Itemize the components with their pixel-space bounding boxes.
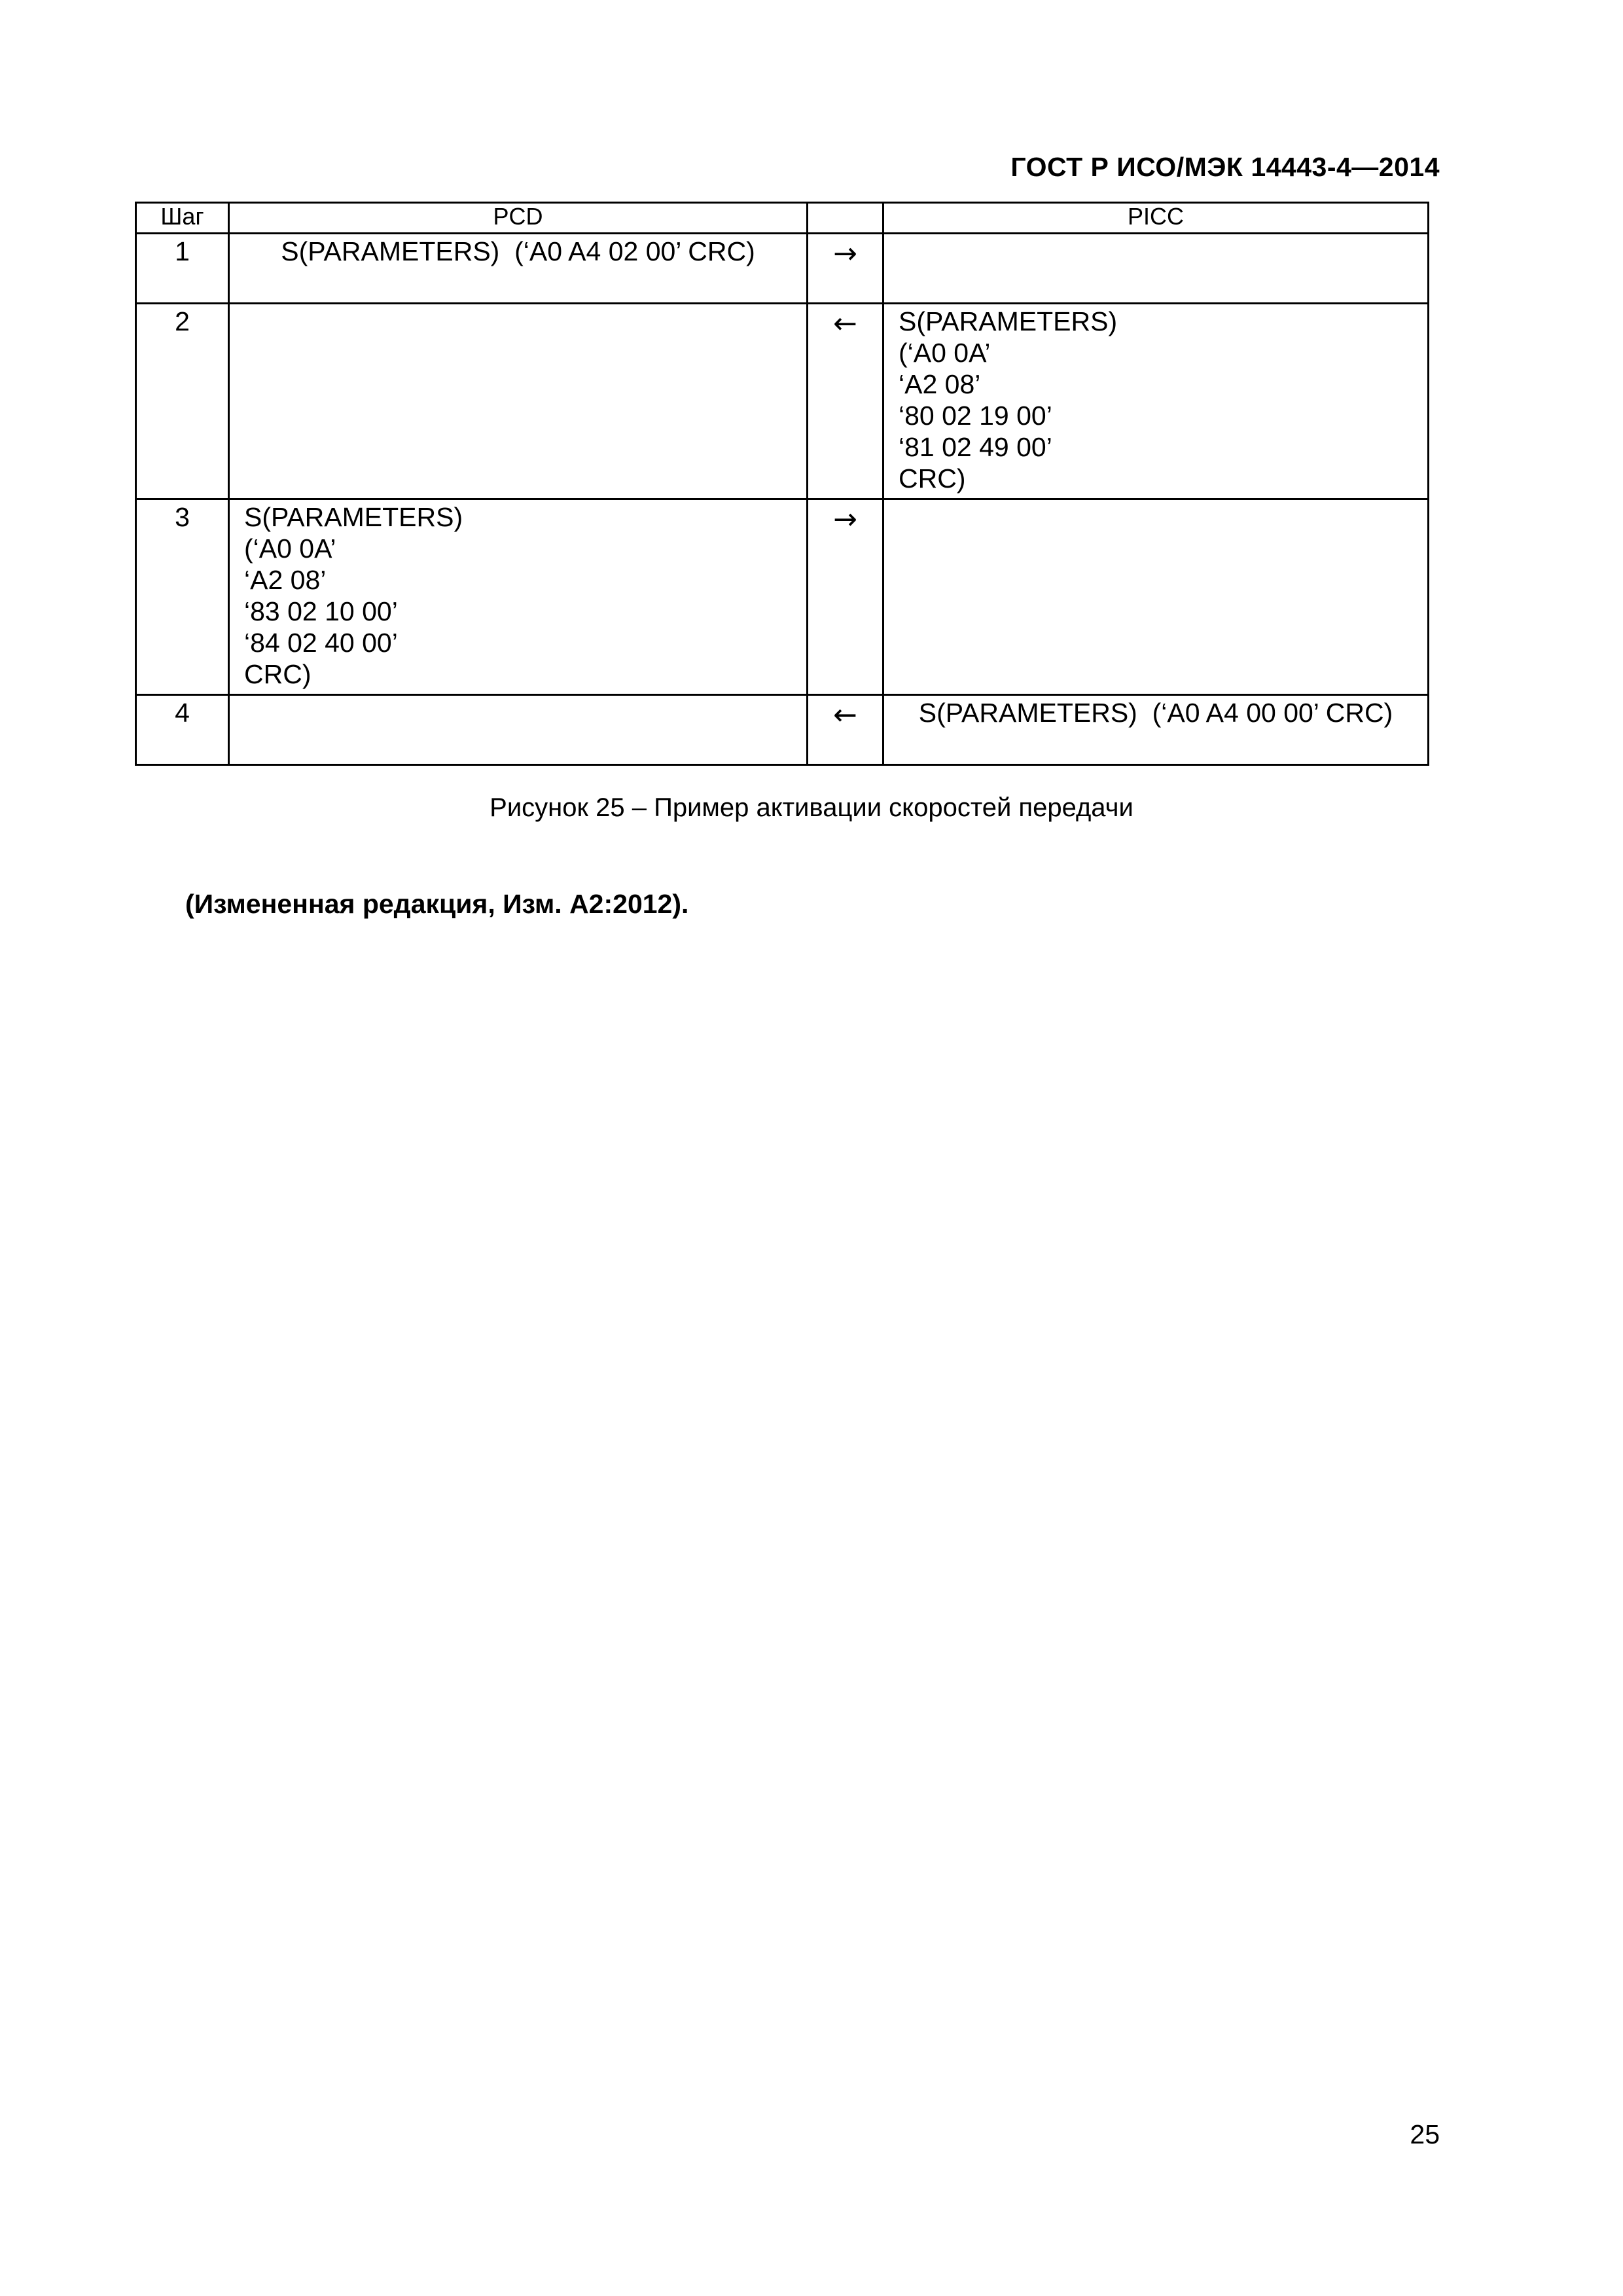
picc-line: S(PARAMETERS) — [899, 306, 1118, 336]
picc-cell — [883, 304, 1429, 499]
picc-line: S(PARAMETERS) (‘A0 A4 00 00’ CRC) — [918, 698, 1393, 728]
table-row — [136, 304, 1429, 499]
table-header-row — [136, 203, 1429, 234]
picc-line: CRC) — [899, 463, 966, 493]
standard-designation: ГОСТ Р ИСО/МЭК 14443-4—2014 — [1010, 152, 1440, 182]
step-number: 1 — [136, 234, 229, 304]
step-number: 3 — [136, 499, 229, 695]
pcd-line: (‘A0 0A’ — [244, 533, 336, 564]
header-pcd: PCD — [229, 203, 808, 234]
pcd-line: ‘84 02 40 00’ — [244, 628, 398, 658]
protocol-exchange-table — [135, 202, 1429, 766]
picc-cell — [883, 499, 1429, 695]
pcd-cell — [229, 304, 808, 499]
pcd-line: CRC) — [244, 659, 312, 689]
direction-arrow: → — [808, 499, 883, 695]
picc-cell — [883, 695, 1429, 765]
pcd-line: ‘83 02 10 00’ — [244, 596, 398, 626]
pcd-line: S(PARAMETERS) — [244, 502, 463, 532]
picc-line: ‘80 02 19 00’ — [899, 401, 1052, 431]
pcd-cell — [229, 234, 808, 304]
amendment-note: (Измененная редакция, Изм. А2:2012). — [185, 889, 689, 919]
header-arrow — [808, 203, 883, 234]
direction-arrow: ← — [808, 304, 883, 499]
table-row — [136, 234, 1429, 304]
step-number: 2 — [136, 304, 229, 499]
pcd-cell — [229, 695, 808, 765]
header-step: Шаг — [136, 203, 229, 234]
picc-line: (‘A0 0A’ — [899, 338, 991, 368]
step-number: 4 — [136, 695, 229, 765]
pcd-line: ‘A2 08’ — [244, 565, 327, 595]
direction-arrow: ← — [808, 695, 883, 765]
direction-arrow: → — [808, 234, 883, 304]
picc-line: ‘A2 08’ — [899, 369, 981, 399]
picc-line: ‘81 02 49 00’ — [899, 432, 1052, 462]
figure-caption: Рисунок 25 – Пример активации скоростей передачи — [490, 793, 1133, 822]
picc-cell — [883, 234, 1429, 304]
table-row — [136, 499, 1429, 695]
page-number: 25 — [1410, 2119, 1440, 2149]
pcd-cell — [229, 499, 808, 695]
table-row — [136, 695, 1429, 765]
header-picc: PICC — [883, 203, 1429, 234]
pcd-line: S(PARAMETERS) (‘A0 A4 02 00’ CRC) — [281, 236, 755, 266]
